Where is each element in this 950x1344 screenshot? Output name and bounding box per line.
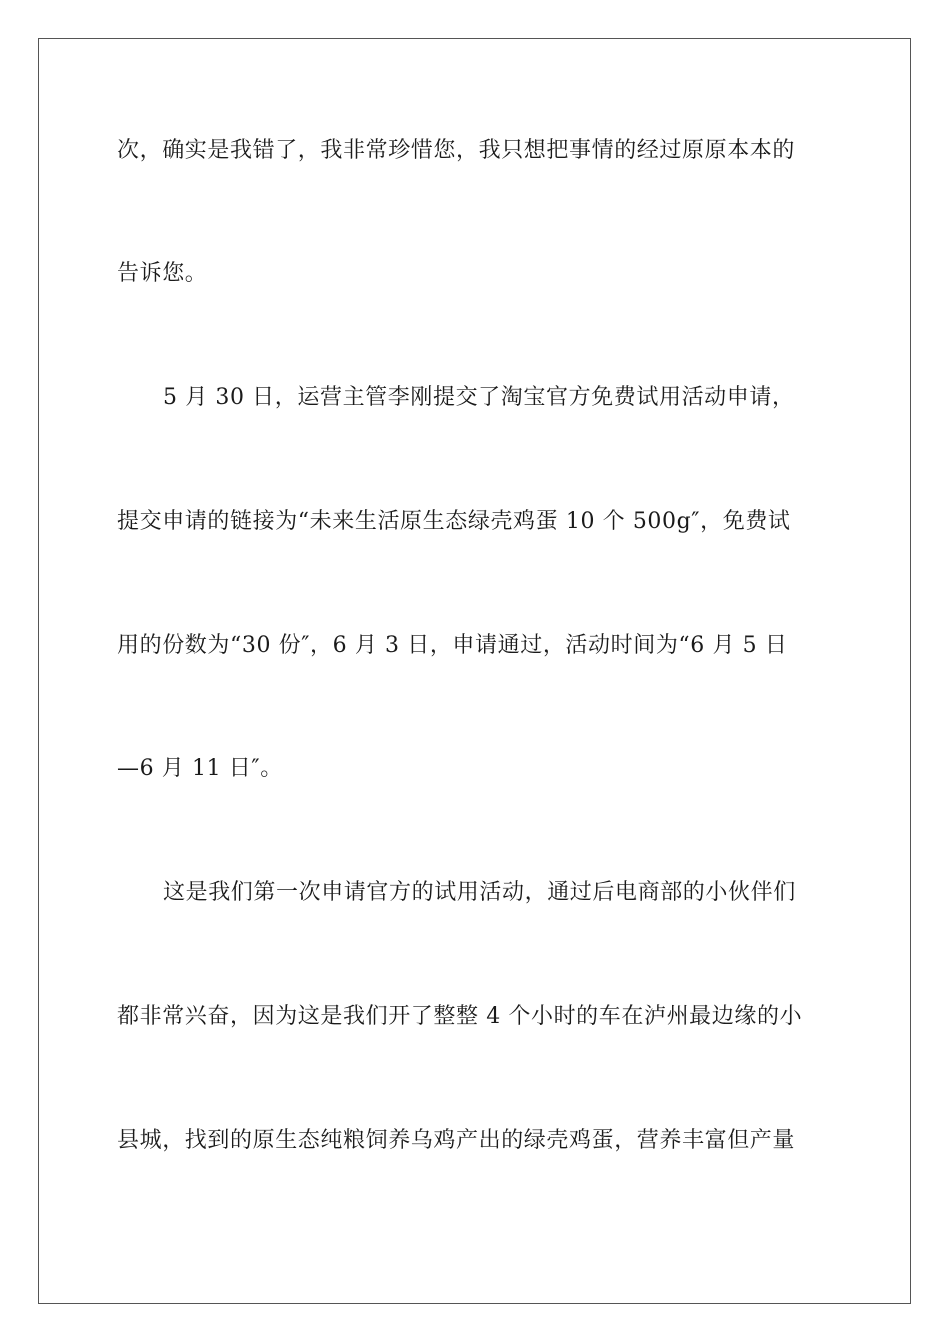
text-line: 用的份数为“30 份″，6 月 3 日，申请通过，活动时间为“6 月 5 日 [117,633,788,658]
text-line: 次，确实是我错了，我非常珍惜您，我只想把事情的经过原原本本的 [117,138,796,163]
paragraph-start-line: 5 月 30 日，运营主管李刚提交了淘宝官方免费试用活动申请， [163,385,795,410]
text-line: 都非常兴奋，因为这是我们开了整整 4 个小时的车在泸州最边缘的小 [117,1004,803,1029]
paragraph-start-line: 这是我们第一次申请官方的试用活动，通过后电商部的小伙伴们 [163,880,796,905]
text-line: 县城，找到的原生态纯粮饲养乌鸡产出的绿壳鸡蛋，营养丰富但产量 [117,1128,796,1153]
text-line: —6 月 11 日″。 [117,756,283,781]
page-border [38,38,911,1304]
text-line: 提交申请的链接为“未来生活原生态绿壳鸡蛋 10 个 500g″，免费试 [117,509,791,534]
text-line: 告诉您。 [117,261,208,286]
